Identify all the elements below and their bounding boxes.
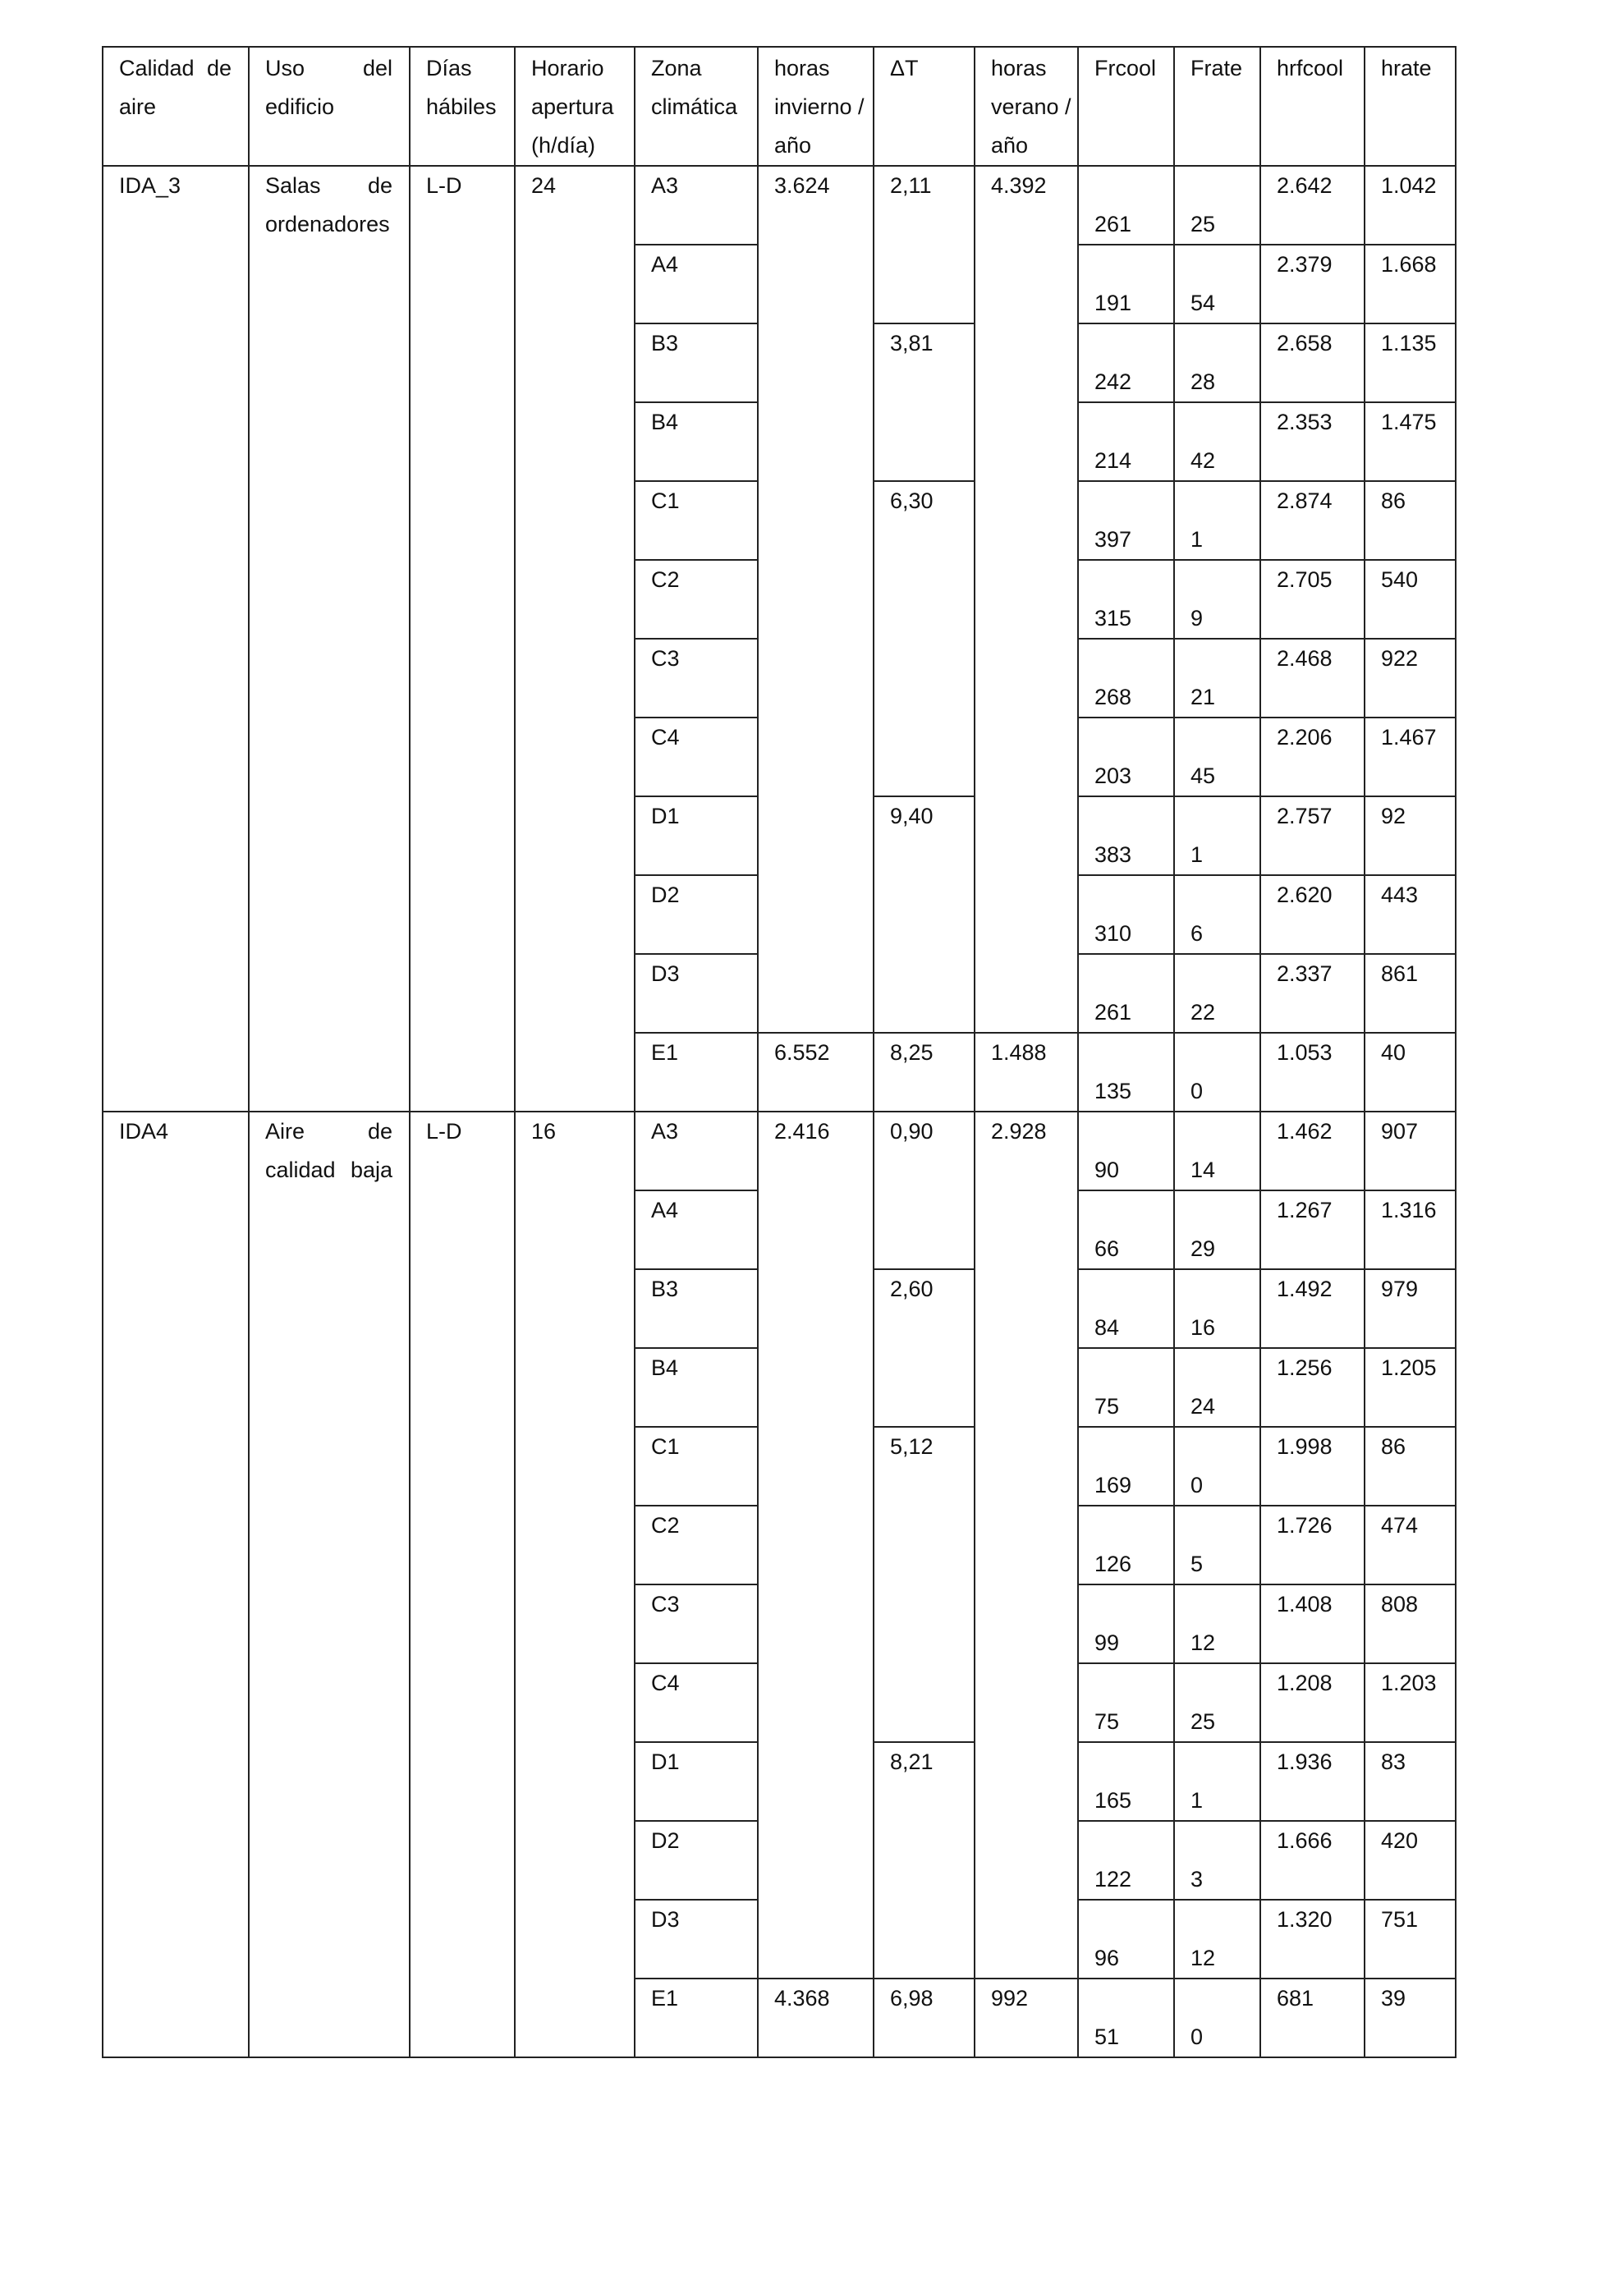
cell-zona: C1 <box>635 1427 758 1506</box>
cell-horas-verano: 1.488 <box>975 1033 1078 1112</box>
cell-zona: C2 <box>635 1506 758 1584</box>
cell-zona: A3 <box>635 166 758 245</box>
cell-zona: A3 <box>635 1112 758 1190</box>
cell-hrfcool: 1.462 <box>1260 1112 1365 1190</box>
cell-zona: D2 <box>635 875 758 954</box>
cell-frate: 16 <box>1174 1269 1260 1348</box>
cell-hrfcool: 681 <box>1260 1979 1365 2057</box>
cell-delta-t: 9,40 <box>874 796 975 1033</box>
cell-hrate: 86 <box>1365 481 1456 560</box>
cell-hrate: 1.668 <box>1365 245 1456 323</box>
cell-frcool: 99 <box>1078 1584 1174 1663</box>
cell-frcool: 191 <box>1078 245 1174 323</box>
cell-frcool: 66 <box>1078 1190 1174 1269</box>
cell-hrfcool: 1.936 <box>1260 1742 1365 1821</box>
cell-frate: 12 <box>1174 1900 1260 1979</box>
cell-zona: E1 <box>635 1033 758 1112</box>
cell-delta-t: 6,98 <box>874 1979 975 2057</box>
cell-horas-invierno: 3.624 <box>758 166 874 1033</box>
cell-hrfcool: 2.705 <box>1260 560 1365 639</box>
cell-delta-t: 6,30 <box>874 481 975 796</box>
cell-hrfcool: 2.206 <box>1260 718 1365 796</box>
cell-hrfcool: 1.208 <box>1260 1663 1365 1742</box>
cell-hrate: 922 <box>1365 639 1456 718</box>
cell-zona: D3 <box>635 954 758 1033</box>
cell-horas-verano: 4.392 <box>975 166 1078 1033</box>
header-calidad: Calidad de aire <box>103 47 249 166</box>
cell-horas-verano: 992 <box>975 1979 1078 2057</box>
climate-data-table <box>102 46 1457 2058</box>
cell-frate: 28 <box>1174 323 1260 402</box>
cell-delta-t: 5,12 <box>874 1427 975 1742</box>
cell-hrfcool: 1.726 <box>1260 1506 1365 1584</box>
cell-hrate: 1.042 <box>1365 166 1456 245</box>
cell-zona: C3 <box>635 1584 758 1663</box>
cell-hrfcool: 2.337 <box>1260 954 1365 1033</box>
header-horas-verano: horas verano / año <box>975 47 1078 166</box>
cell-frate: 22 <box>1174 954 1260 1033</box>
cell-zona: C4 <box>635 718 758 796</box>
cell-frate: 1 <box>1174 481 1260 560</box>
cell-zona: D1 <box>635 796 758 875</box>
cell-hrfcool: 1.267 <box>1260 1190 1365 1269</box>
cell-frcool: 315 <box>1078 560 1174 639</box>
cell-frcool: 135 <box>1078 1033 1174 1112</box>
cell-delta-t: 8,21 <box>874 1742 975 1979</box>
cell-horas-invierno: 2.416 <box>758 1112 874 1979</box>
cell-frate: 9 <box>1174 560 1260 639</box>
cell-frcool: 261 <box>1078 166 1174 245</box>
cell-dias: L-D <box>410 1112 515 2057</box>
cell-frcool: 268 <box>1078 639 1174 718</box>
cell-hrate: 40 <box>1365 1033 1456 1112</box>
cell-hrate: 540 <box>1365 560 1456 639</box>
cell-zona: A4 <box>635 245 758 323</box>
header-horario: Horario apertura (h/día) <box>515 47 635 166</box>
cell-uso: Aire de calidad baja <box>249 1112 410 2057</box>
cell-horas-invierno: 6.552 <box>758 1033 874 1112</box>
cell-hrfcool: 2.874 <box>1260 481 1365 560</box>
cell-hrate: 86 <box>1365 1427 1456 1506</box>
cell-hrate: 92 <box>1365 796 1456 875</box>
cell-hrate: 1.467 <box>1365 718 1456 796</box>
cell-frate: 1 <box>1174 796 1260 875</box>
header-horas-invierno: horas invierno / año <box>758 47 874 166</box>
cell-zona: A4 <box>635 1190 758 1269</box>
cell-frcool: 75 <box>1078 1348 1174 1427</box>
cell-hrate: 1.205 <box>1365 1348 1456 1427</box>
cell-hrfcool: 1.666 <box>1260 1821 1365 1900</box>
cell-hrfcool: 2.757 <box>1260 796 1365 875</box>
cell-hrfcool: 1.998 <box>1260 1427 1365 1506</box>
cell-zona: B4 <box>635 1348 758 1427</box>
cell-frate: 0 <box>1174 1427 1260 1506</box>
cell-hrate: 420 <box>1365 1821 1456 1900</box>
cell-hrate: 443 <box>1365 875 1456 954</box>
cell-frate: 12 <box>1174 1584 1260 1663</box>
cell-frate: 29 <box>1174 1190 1260 1269</box>
cell-frcool: 203 <box>1078 718 1174 796</box>
cell-zona: C4 <box>635 1663 758 1742</box>
table-body <box>103 47 1456 2057</box>
cell-hrate: 907 <box>1365 1112 1456 1190</box>
cell-frate: 21 <box>1174 639 1260 718</box>
cell-hrate: 751 <box>1365 1900 1456 1979</box>
cell-frcool: 397 <box>1078 481 1174 560</box>
cell-frate: 25 <box>1174 1663 1260 1742</box>
cell-hrate: 83 <box>1365 1742 1456 1821</box>
cell-frate: 54 <box>1174 245 1260 323</box>
cell-frate: 5 <box>1174 1506 1260 1584</box>
header-zona: Zona climática <box>635 47 758 166</box>
cell-delta-t: 2,60 <box>874 1269 975 1427</box>
cell-zona: E1 <box>635 1979 758 2057</box>
cell-frcool: 169 <box>1078 1427 1174 1506</box>
cell-delta-t: 2,11 <box>874 166 975 323</box>
table-row <box>103 166 1456 245</box>
cell-horas-invierno: 4.368 <box>758 1979 874 2057</box>
cell-zona: B3 <box>635 1269 758 1348</box>
cell-hrate: 1.316 <box>1365 1190 1456 1269</box>
cell-frcool: 122 <box>1078 1821 1174 1900</box>
cell-hrfcool: 2.658 <box>1260 323 1365 402</box>
cell-uso: Salas de ordenadores <box>249 166 410 1112</box>
header-frcool: Frcool <box>1078 47 1174 166</box>
cell-delta-t: 0,90 <box>874 1112 975 1269</box>
cell-frate: 14 <box>1174 1112 1260 1190</box>
cell-frate: 0 <box>1174 1033 1260 1112</box>
cell-horas-verano: 2.928 <box>975 1112 1078 1979</box>
cell-hrate: 39 <box>1365 1979 1456 2057</box>
cell-horario: 16 <box>515 1112 635 2057</box>
header-hrate: hrate <box>1365 47 1456 166</box>
table-row <box>103 1112 1456 1190</box>
header-delta-t: ΔT <box>874 47 975 166</box>
cell-hrfcool: 1.320 <box>1260 1900 1365 1979</box>
header-row <box>103 47 1456 166</box>
cell-hrfcool: 1.053 <box>1260 1033 1365 1112</box>
cell-frate: 42 <box>1174 402 1260 481</box>
cell-frcool: 242 <box>1078 323 1174 402</box>
cell-hrate: 1.135 <box>1365 323 1456 402</box>
cell-horario: 24 <box>515 166 635 1112</box>
cell-frcool: 126 <box>1078 1506 1174 1584</box>
cell-hrfcool: 2.620 <box>1260 875 1365 954</box>
cell-zona: C3 <box>635 639 758 718</box>
cell-delta-t: 8,25 <box>874 1033 975 1112</box>
cell-hrfcool: 1.492 <box>1260 1269 1365 1348</box>
cell-frcool: 96 <box>1078 1900 1174 1979</box>
cell-frate: 1 <box>1174 1742 1260 1821</box>
cell-frate: 25 <box>1174 166 1260 245</box>
cell-frcool: 383 <box>1078 796 1174 875</box>
cell-hrfcool: 1.256 <box>1260 1348 1365 1427</box>
cell-hrate: 474 <box>1365 1506 1456 1584</box>
header-frate: Frate <box>1174 47 1260 166</box>
header-uso: Uso del edificio <box>249 47 410 166</box>
cell-zona: B4 <box>635 402 758 481</box>
cell-frcool: 310 <box>1078 875 1174 954</box>
cell-hrate: 979 <box>1365 1269 1456 1348</box>
cell-zona: D2 <box>635 1821 758 1900</box>
cell-frcool: 214 <box>1078 402 1174 481</box>
header-hrfcool: hrfcool <box>1260 47 1365 166</box>
cell-hrate: 861 <box>1365 954 1456 1033</box>
cell-zona: C1 <box>635 481 758 560</box>
cell-hrfcool: 1.408 <box>1260 1584 1365 1663</box>
cell-frate: 0 <box>1174 1979 1260 2057</box>
cell-calidad: IDA4 <box>103 1112 249 2057</box>
cell-zona: C2 <box>635 560 758 639</box>
cell-frate: 6 <box>1174 875 1260 954</box>
cell-hrfcool: 2.468 <box>1260 639 1365 718</box>
cell-hrate: 808 <box>1365 1584 1456 1663</box>
cell-hrfcool: 2.379 <box>1260 245 1365 323</box>
cell-zona: D1 <box>635 1742 758 1821</box>
cell-frcool: 261 <box>1078 954 1174 1033</box>
cell-zona: B3 <box>635 323 758 402</box>
cell-frate: 24 <box>1174 1348 1260 1427</box>
cell-zona: D3 <box>635 1900 758 1979</box>
cell-frcool: 165 <box>1078 1742 1174 1821</box>
cell-frate: 45 <box>1174 718 1260 796</box>
cell-calidad: IDA_3 <box>103 166 249 1112</box>
cell-hrate: 1.475 <box>1365 402 1456 481</box>
cell-frcool: 84 <box>1078 1269 1174 1348</box>
cell-hrfcool: 2.642 <box>1260 166 1365 245</box>
cell-hrate: 1.203 <box>1365 1663 1456 1742</box>
cell-delta-t: 3,81 <box>874 323 975 481</box>
cell-frcool: 51 <box>1078 1979 1174 2057</box>
cell-dias: L-D <box>410 166 515 1112</box>
cell-frcool: 75 <box>1078 1663 1174 1742</box>
cell-frate: 3 <box>1174 1821 1260 1900</box>
cell-frcool: 90 <box>1078 1112 1174 1190</box>
header-dias: Días hábiles <box>410 47 515 166</box>
cell-hrfcool: 2.353 <box>1260 402 1365 481</box>
